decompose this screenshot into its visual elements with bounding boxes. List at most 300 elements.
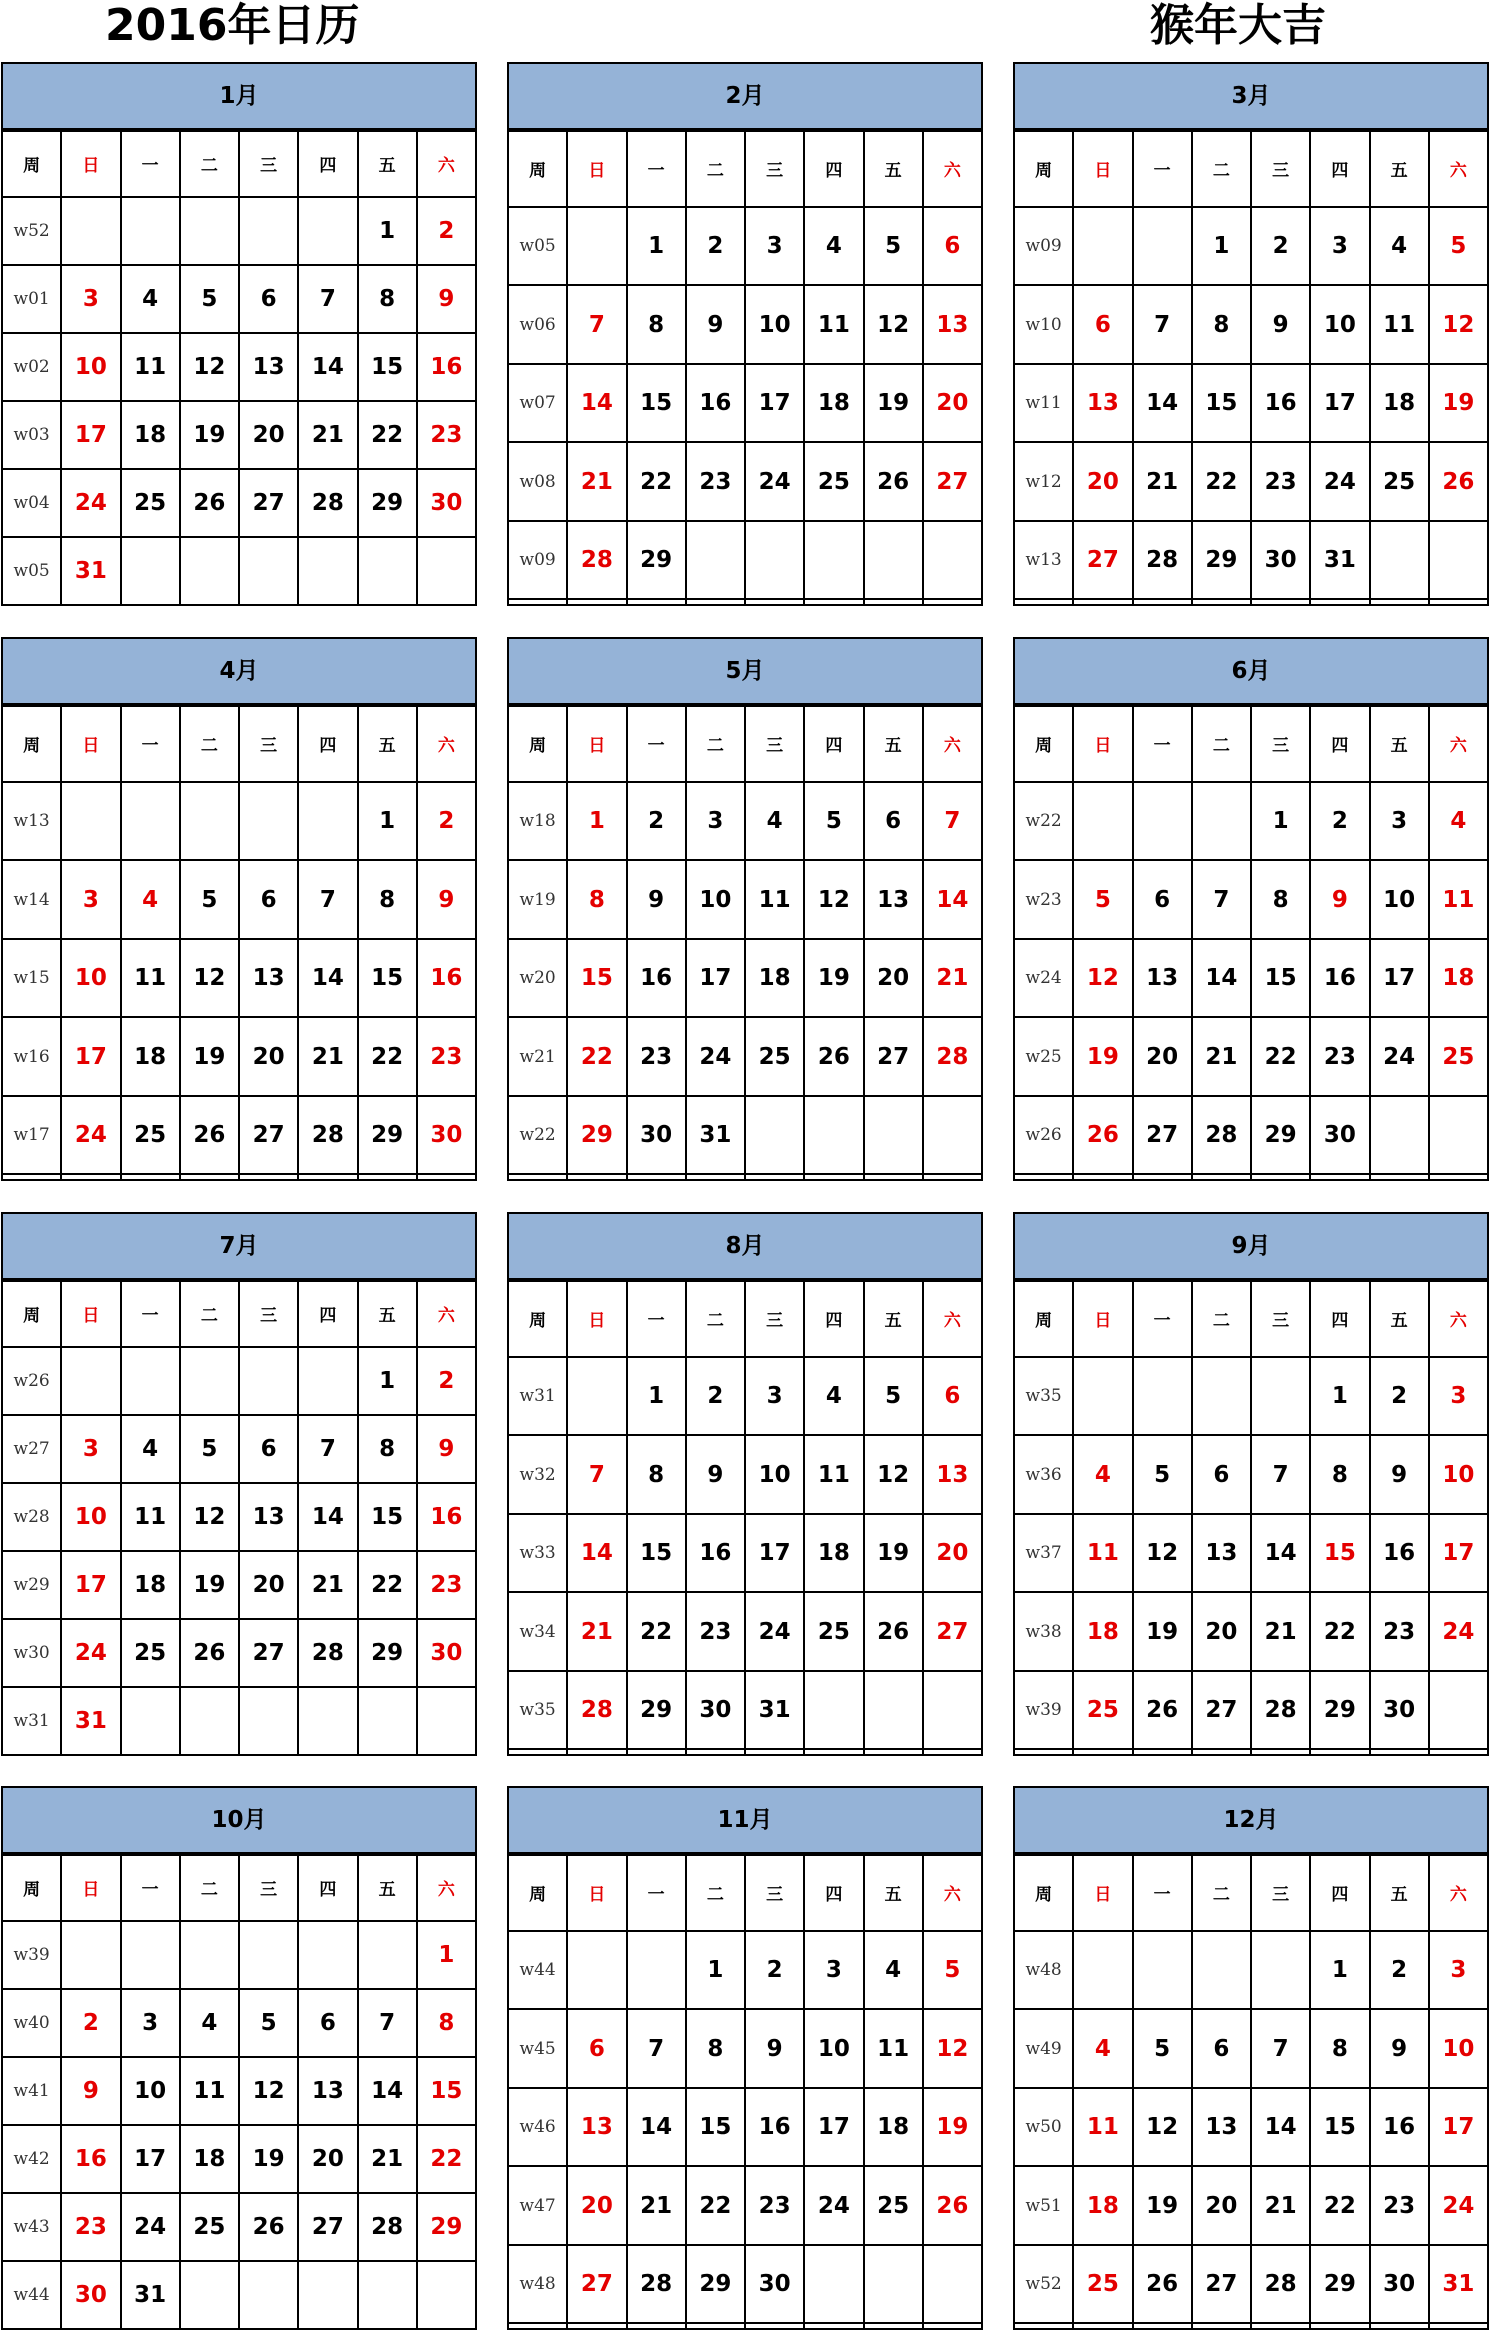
month-grid: [1, 1854, 477, 2330]
month-header: 7月: [1, 1212, 477, 1280]
empty-cell: [298, 1347, 357, 1415]
day-cell: 16: [686, 1514, 745, 1593]
day-cell: 22: [627, 442, 686, 521]
day-cell: 26: [1133, 1671, 1192, 1750]
weekday-header: 六: [417, 1855, 476, 1921]
day-cell: 20: [239, 401, 298, 469]
day-cell: 6: [239, 860, 298, 939]
day-cell: 6: [923, 1357, 982, 1436]
weekday-header-row: [1014, 131, 1488, 207]
weekday-header: 一: [121, 706, 180, 782]
weekday-header: 四: [298, 1281, 357, 1347]
day-cell: 3: [745, 207, 804, 286]
empty-cell: [1370, 2323, 1429, 2329]
week-row: [1014, 2323, 1488, 2329]
day-cell: 18: [1073, 1592, 1132, 1671]
day-cell: 11: [180, 2057, 239, 2125]
day-cell: 10: [61, 1483, 120, 1551]
empty-cell: [1073, 1931, 1132, 2010]
day-cell: 8: [567, 860, 626, 939]
empty-cell: [804, 2323, 863, 2329]
weekday-header: 六: [1429, 706, 1488, 782]
weekday-header: 六: [417, 131, 476, 197]
day-cell: 14: [298, 939, 357, 1018]
empty-cell: [1310, 1174, 1369, 1180]
day-cell: 12: [180, 939, 239, 1018]
day-cell: 1: [567, 782, 626, 861]
week-number: w21: [508, 1017, 567, 1096]
weekday-header-row: [2, 1855, 476, 1921]
day-cell: 27: [1073, 521, 1132, 600]
day-cell: 23: [417, 401, 476, 469]
week-column-header: 周: [508, 706, 567, 782]
weekday-header-row: [1014, 1281, 1488, 1357]
weekday-header: 二: [1192, 1855, 1251, 1931]
month-2: [507, 62, 983, 606]
day-cell: 3: [686, 782, 745, 861]
empty-cell: [61, 197, 120, 265]
day-cell: 20: [923, 364, 982, 443]
week-row: [508, 1096, 982, 1175]
week-number: w28: [2, 1483, 61, 1551]
empty-cell: [298, 197, 357, 265]
day-cell: 5: [864, 1357, 923, 1436]
empty-cell: [1133, 1931, 1192, 2010]
empty-cell: [121, 1174, 180, 1180]
weekday-header: 二: [1192, 1281, 1251, 1357]
empty-cell: [686, 599, 745, 605]
day-cell: 21: [298, 1551, 357, 1619]
day-cell: 8: [1310, 1435, 1369, 1514]
week-number: w52: [2, 197, 61, 265]
day-cell: 22: [417, 2125, 476, 2193]
week-column-header: 周: [1014, 1855, 1073, 1931]
day-cell: 23: [1310, 1017, 1369, 1096]
empty-cell: [417, 1687, 476, 1755]
weekday-header: 三: [1251, 131, 1310, 207]
day-cell: 6: [864, 782, 923, 861]
day-cell: 16: [1251, 364, 1310, 443]
empty-cell: [567, 1749, 626, 1755]
weekday-header: 四: [804, 131, 863, 207]
day-cell: 16: [686, 364, 745, 443]
day-cell: 2: [417, 782, 476, 861]
week-row: [2, 1096, 476, 1175]
calendar-title: 2016年日历: [105, 0, 360, 51]
day-cell: 21: [567, 442, 626, 521]
day-cell: 15: [567, 939, 626, 1018]
empty-cell: [121, 782, 180, 861]
week-row: [508, 1174, 982, 1180]
day-cell: 17: [686, 939, 745, 1018]
month-grid: [1, 705, 477, 1181]
day-cell: 9: [686, 285, 745, 364]
week-number: w11: [1014, 364, 1073, 443]
week-number: w05: [2, 537, 61, 605]
month-11: [507, 1786, 983, 2330]
day-cell: 29: [358, 1619, 417, 1687]
day-cell: 14: [1251, 2088, 1310, 2167]
day-cell: 18: [745, 939, 804, 1018]
weekday-header: 一: [121, 131, 180, 197]
empty-cell: [923, 1749, 982, 1755]
day-cell: 26: [923, 2166, 982, 2245]
week-number: w48: [1014, 1931, 1073, 2010]
day-cell: 7: [298, 1415, 357, 1483]
day-cell: 18: [180, 2125, 239, 2193]
week-column-header: 周: [508, 1855, 567, 1931]
week-number: w37: [1014, 1514, 1073, 1593]
week-column-header: 周: [1014, 131, 1073, 207]
empty-cell: [745, 1749, 804, 1755]
day-cell: 19: [180, 401, 239, 469]
week-number: w26: [1014, 1096, 1073, 1175]
empty-cell: [1073, 1174, 1132, 1180]
day-cell: 26: [804, 1017, 863, 1096]
empty-cell: [1073, 782, 1132, 861]
day-cell: 23: [1370, 2166, 1429, 2245]
day-cell: 4: [1370, 207, 1429, 286]
day-cell: 20: [1192, 1592, 1251, 1671]
week-row: [1014, 364, 1488, 443]
empty-cell: [180, 2261, 239, 2329]
day-cell: 14: [1133, 364, 1192, 443]
day-cell: 16: [627, 939, 686, 1018]
day-cell: 9: [61, 2057, 120, 2125]
weekday-header: 三: [745, 1855, 804, 1931]
empty-cell: [1251, 1357, 1310, 1436]
day-cell: 21: [1251, 2166, 1310, 2245]
empty-cell: [298, 1174, 357, 1180]
day-cell: 21: [923, 939, 982, 1018]
day-cell: 22: [1310, 1592, 1369, 1671]
month-grid: [507, 705, 983, 1181]
day-cell: 20: [298, 2125, 357, 2193]
day-cell: 5: [1133, 1435, 1192, 1514]
day-cell: 19: [239, 2125, 298, 2193]
empty-cell: [417, 537, 476, 605]
day-cell: 10: [1429, 1435, 1488, 1514]
week-number: w04: [2, 469, 61, 537]
weekday-header: 四: [804, 1281, 863, 1357]
week-number: w39: [1014, 1671, 1073, 1750]
day-cell: 31: [121, 2261, 180, 2329]
day-cell: 12: [1429, 285, 1488, 364]
week-row: [1014, 1931, 1488, 2010]
day-cell: 20: [567, 2166, 626, 2245]
week-row: [1014, 1671, 1488, 1750]
day-cell: 1: [417, 1921, 476, 1989]
weekday-header: 四: [1310, 1855, 1369, 1931]
empty-cell: [567, 1931, 626, 2010]
day-cell: 24: [1310, 442, 1369, 521]
day-cell: 21: [567, 1592, 626, 1671]
greeting-title: 猴年大吉: [1150, 0, 1326, 51]
day-cell: 2: [417, 197, 476, 265]
day-cell: 27: [1192, 2245, 1251, 2324]
month-5: [507, 637, 983, 1181]
day-cell: 24: [1429, 1592, 1488, 1671]
day-cell: 12: [923, 2009, 982, 2088]
day-cell: 24: [1429, 2166, 1488, 2245]
week-row: [508, 599, 982, 605]
weekday-header: 三: [239, 706, 298, 782]
day-cell: 8: [627, 1435, 686, 1514]
weekday-header: 六: [923, 1281, 982, 1357]
week-row: [2, 860, 476, 939]
empty-cell: [1073, 599, 1132, 605]
day-cell: 23: [686, 1592, 745, 1671]
day-cell: 13: [864, 860, 923, 939]
day-cell: 17: [61, 401, 120, 469]
day-cell: 22: [1192, 442, 1251, 521]
day-cell: 5: [180, 1415, 239, 1483]
month-header: 6月: [1013, 637, 1489, 705]
day-cell: 19: [1429, 364, 1488, 443]
weekday-header: 一: [627, 1855, 686, 1931]
week-row: [508, 2166, 982, 2245]
day-cell: 10: [121, 2057, 180, 2125]
empty-cell: [1133, 1357, 1192, 1436]
weekday-header: 一: [627, 1281, 686, 1357]
week-row: [1014, 599, 1488, 605]
week-row: [2, 1483, 476, 1551]
weekday-header: 一: [627, 131, 686, 207]
week-number: w27: [2, 1415, 61, 1483]
day-cell: 12: [804, 860, 863, 939]
empty-cell: [745, 521, 804, 600]
day-cell: 30: [686, 1671, 745, 1750]
day-cell: 23: [1370, 1592, 1429, 1671]
empty-cell: [239, 1347, 298, 1415]
week-number: w19: [508, 860, 567, 939]
week-number: w35: [1014, 1357, 1073, 1436]
day-cell: 17: [1310, 364, 1369, 443]
day-cell: 6: [239, 1415, 298, 1483]
day-cell: 16: [745, 2088, 804, 2167]
empty-cell: [298, 2261, 357, 2329]
day-cell: 2: [417, 1347, 476, 1415]
day-cell: 24: [745, 1592, 804, 1671]
day-cell: 4: [1429, 782, 1488, 861]
empty-cell: [567, 599, 626, 605]
day-cell: 2: [686, 207, 745, 286]
weekday-header: 一: [121, 1855, 180, 1921]
empty-cell: [864, 1671, 923, 1750]
day-cell: 14: [298, 333, 357, 401]
day-cell: 27: [1133, 1096, 1192, 1175]
day-cell: 18: [1073, 2166, 1132, 2245]
week-row: [2, 1619, 476, 1687]
week-row: [1014, 2245, 1488, 2324]
weekday-header: 一: [1133, 1281, 1192, 1357]
week-row: [1014, 2166, 1488, 2245]
day-cell: 10: [1370, 860, 1429, 939]
empty-cell: [298, 1921, 357, 1989]
empty-cell: [61, 1347, 120, 1415]
week-number: w40: [2, 1989, 61, 2057]
week-row: [2, 2057, 476, 2125]
week-column-header: 周: [1014, 706, 1073, 782]
week-number: w36: [1014, 1435, 1073, 1514]
day-cell: 22: [358, 401, 417, 469]
empty-cell: [686, 1174, 745, 1180]
day-cell: 10: [686, 860, 745, 939]
weekday-header: 日: [567, 1281, 626, 1357]
week-number: w09: [508, 521, 567, 600]
weekday-header: 日: [567, 131, 626, 207]
day-cell: 27: [923, 442, 982, 521]
day-cell: 18: [864, 2088, 923, 2167]
empty-cell: [239, 1174, 298, 1180]
day-cell: 17: [804, 2088, 863, 2167]
week-column-header: 周: [508, 131, 567, 207]
day-cell: 30: [1310, 1096, 1369, 1175]
day-cell: 6: [298, 1989, 357, 2057]
day-cell: 15: [1251, 939, 1310, 1018]
day-cell: 24: [1370, 1017, 1429, 1096]
day-cell: 6: [239, 265, 298, 333]
week-column-header: 周: [1014, 1281, 1073, 1357]
weekday-header: 四: [298, 1855, 357, 1921]
day-cell: 10: [1429, 2009, 1488, 2088]
week-row: [508, 285, 982, 364]
day-cell: 8: [358, 265, 417, 333]
week-row: [1014, 285, 1488, 364]
day-cell: 1: [627, 1357, 686, 1436]
week-row: [508, 1357, 982, 1436]
day-cell: 22: [1310, 2166, 1369, 2245]
weekday-header: 五: [358, 1855, 417, 1921]
weekday-header: 日: [1073, 1855, 1132, 1931]
empty-cell: [61, 1921, 120, 1989]
weekday-header: 二: [686, 706, 745, 782]
day-cell: 5: [1429, 207, 1488, 286]
week-row: [2, 782, 476, 861]
weekday-header: 五: [358, 1281, 417, 1347]
empty-cell: [298, 782, 357, 861]
week-row: [2, 1687, 476, 1755]
day-cell: 22: [567, 1017, 626, 1096]
empty-cell: [1133, 2323, 1192, 2329]
day-cell: 10: [61, 939, 120, 1018]
week-number: [1014, 1749, 1073, 1755]
week-number: w22: [508, 1096, 567, 1175]
day-cell: 29: [627, 1671, 686, 1750]
week-row: [1014, 2009, 1488, 2088]
day-cell: 3: [1429, 1357, 1488, 1436]
empty-cell: [61, 782, 120, 861]
month-grid: [1013, 130, 1489, 606]
day-cell: 14: [567, 364, 626, 443]
week-number: w29: [2, 1551, 61, 1619]
empty-cell: [1073, 1357, 1132, 1436]
weekday-header: 二: [180, 1281, 239, 1347]
empty-cell: [864, 1749, 923, 1755]
weekday-header: 三: [239, 1855, 298, 1921]
day-cell: 28: [1192, 1096, 1251, 1175]
day-cell: 1: [358, 1347, 417, 1415]
day-cell: 13: [1192, 1514, 1251, 1593]
month-grid: [1, 130, 477, 606]
empty-cell: [358, 537, 417, 605]
weekday-header: 三: [745, 706, 804, 782]
empty-cell: [686, 1749, 745, 1755]
day-cell: 5: [1133, 2009, 1192, 2088]
empty-cell: [1429, 521, 1488, 600]
empty-cell: [358, 1174, 417, 1180]
week-row: [1014, 1514, 1488, 1593]
empty-cell: [1251, 1174, 1310, 1180]
week-column-header: 周: [2, 706, 61, 782]
day-cell: 27: [298, 2193, 357, 2261]
weekday-header: 三: [239, 1281, 298, 1347]
empty-cell: [864, 599, 923, 605]
day-cell: 22: [627, 1592, 686, 1671]
empty-cell: [804, 599, 863, 605]
week-number: w18: [508, 782, 567, 861]
week-number: [508, 2323, 567, 2329]
empty-cell: [1192, 1357, 1251, 1436]
day-cell: 7: [627, 2009, 686, 2088]
day-cell: 29: [358, 469, 417, 537]
weekday-header: 日: [61, 1281, 120, 1347]
day-cell: 5: [864, 207, 923, 286]
empty-cell: [1429, 2323, 1488, 2329]
weekday-header: 六: [417, 706, 476, 782]
day-cell: 28: [1251, 1671, 1310, 1750]
week-number: w13: [1014, 521, 1073, 600]
empty-cell: [745, 1174, 804, 1180]
month-grid: [1, 1280, 477, 1756]
weekday-header: 四: [804, 706, 863, 782]
day-cell: 1: [627, 207, 686, 286]
empty-cell: [864, 2323, 923, 2329]
day-cell: 31: [745, 1671, 804, 1750]
empty-cell: [1251, 1749, 1310, 1755]
weekday-header: 六: [923, 131, 982, 207]
day-cell: 8: [1310, 2009, 1369, 2088]
day-cell: 21: [298, 1017, 357, 1096]
day-cell: 7: [1251, 2009, 1310, 2088]
week-row: [2, 1921, 476, 1989]
day-cell: 15: [358, 333, 417, 401]
empty-cell: [180, 537, 239, 605]
day-cell: 5: [804, 782, 863, 861]
day-cell: 24: [804, 2166, 863, 2245]
day-cell: 2: [1370, 1931, 1429, 2010]
week-number: w47: [508, 2166, 567, 2245]
week-row: [1014, 1096, 1488, 1175]
day-cell: 13: [298, 2057, 357, 2125]
day-cell: 9: [1310, 860, 1369, 939]
week-row: [2, 1174, 476, 1180]
week-row: [508, 860, 982, 939]
empty-cell: [1133, 207, 1192, 286]
week-row: [508, 364, 982, 443]
day-cell: 17: [1429, 2088, 1488, 2167]
day-cell: 19: [180, 1551, 239, 1619]
day-cell: 11: [804, 285, 863, 364]
weekday-header: 二: [686, 131, 745, 207]
empty-cell: [358, 1921, 417, 1989]
day-cell: 12: [1133, 2088, 1192, 2167]
day-cell: 17: [745, 1514, 804, 1593]
day-cell: 31: [61, 537, 120, 605]
day-cell: 3: [61, 265, 120, 333]
empty-cell: [121, 1347, 180, 1415]
day-cell: 17: [1370, 939, 1429, 1018]
